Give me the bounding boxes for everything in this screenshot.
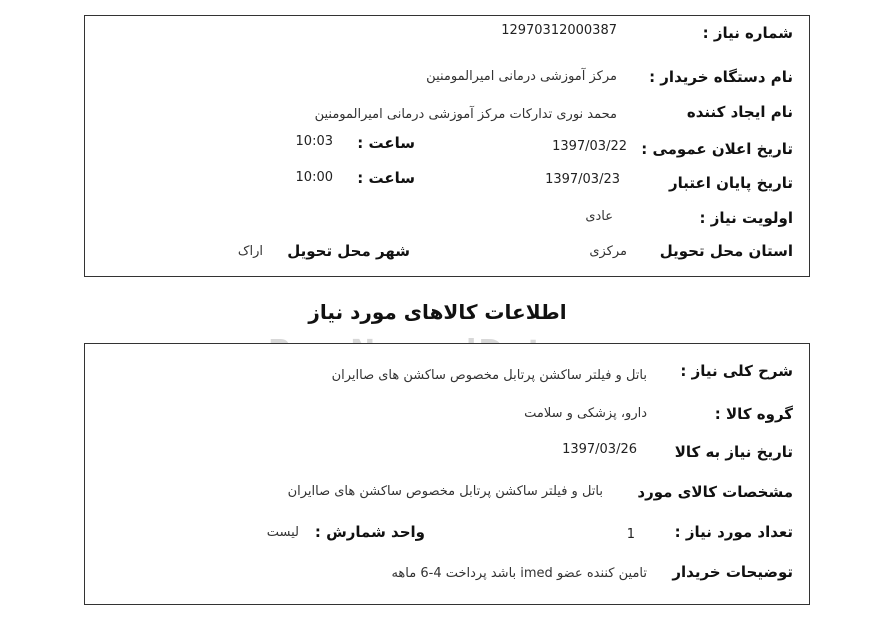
- announce-time-value: 10:03: [295, 134, 333, 149]
- announce-date-label: تاریخ اعلان عمومی :: [641, 140, 793, 158]
- goods-specs-label: مشخصات کالای مورد: [637, 483, 793, 501]
- need-date-value: 1397/03/26: [562, 442, 637, 457]
- buyer-notes-label: توضیحات خریدار: [672, 563, 793, 581]
- buyer-label: نام دستگاه خریدار :: [649, 68, 793, 86]
- validity-time-value: 10:00: [295, 170, 333, 185]
- goods-group-label: گروه کالا :: [714, 405, 793, 423]
- count-value: 1: [626, 527, 635, 542]
- creator-label: نام ایجاد کننده: [686, 103, 793, 121]
- validity-time-label: ساعت :: [357, 169, 415, 187]
- validity-date-value: 1397/03/23: [545, 172, 620, 187]
- buyer-notes-value: تامین کننده عضو imed باشد پرداخت 4-6 ماهه: [391, 566, 647, 581]
- goods-description-label: شرح کلی نیاز :: [680, 362, 793, 380]
- priority-label: اولویت نیاز :: [699, 209, 793, 227]
- goods-group-value: دارو، پزشکی و سلامت: [524, 406, 647, 421]
- priority-value: عادی: [585, 209, 613, 224]
- city-value: اراک: [237, 244, 263, 259]
- buyer-value: مرکز آموزشی درمانی امیرالمومنین: [426, 69, 617, 84]
- unit-value: لیست: [266, 525, 299, 540]
- goods-specs-value: باتل و فیلتر ساکشن پرتابل مخصوص ساکشن های صاایران: [287, 484, 603, 499]
- goods-section-heading: اطلاعات کالاهای مورد نیاز: [308, 300, 567, 324]
- announce-date-value: 1397/03/22: [552, 139, 627, 154]
- city-label: شهر محل تحویل: [287, 242, 410, 260]
- unit-label: واحد شمارش :: [314, 523, 425, 541]
- tender-number-label: شماره نیاز :: [702, 24, 793, 42]
- tender-number-value: 12970312000387: [501, 23, 617, 38]
- goods-description-value: باتل و فیلتر ساکشن پرتابل مخصوص ساکشن های صاایران: [331, 368, 647, 383]
- province-label: استان محل تحویل: [659, 242, 793, 260]
- validity-date-label: تاریخ پایان اعتبار: [668, 174, 793, 192]
- need-date-label: تاریخ نیاز به کالا: [674, 443, 793, 461]
- count-label: تعداد مورد نیاز :: [674, 523, 793, 541]
- province-value: مرکزی: [589, 244, 627, 259]
- announce-time-label: ساعت :: [357, 134, 415, 152]
- creator-value: محمد نوری تدارکات مرکز آموزشی درمانی امیرالمومنین: [314, 107, 617, 122]
